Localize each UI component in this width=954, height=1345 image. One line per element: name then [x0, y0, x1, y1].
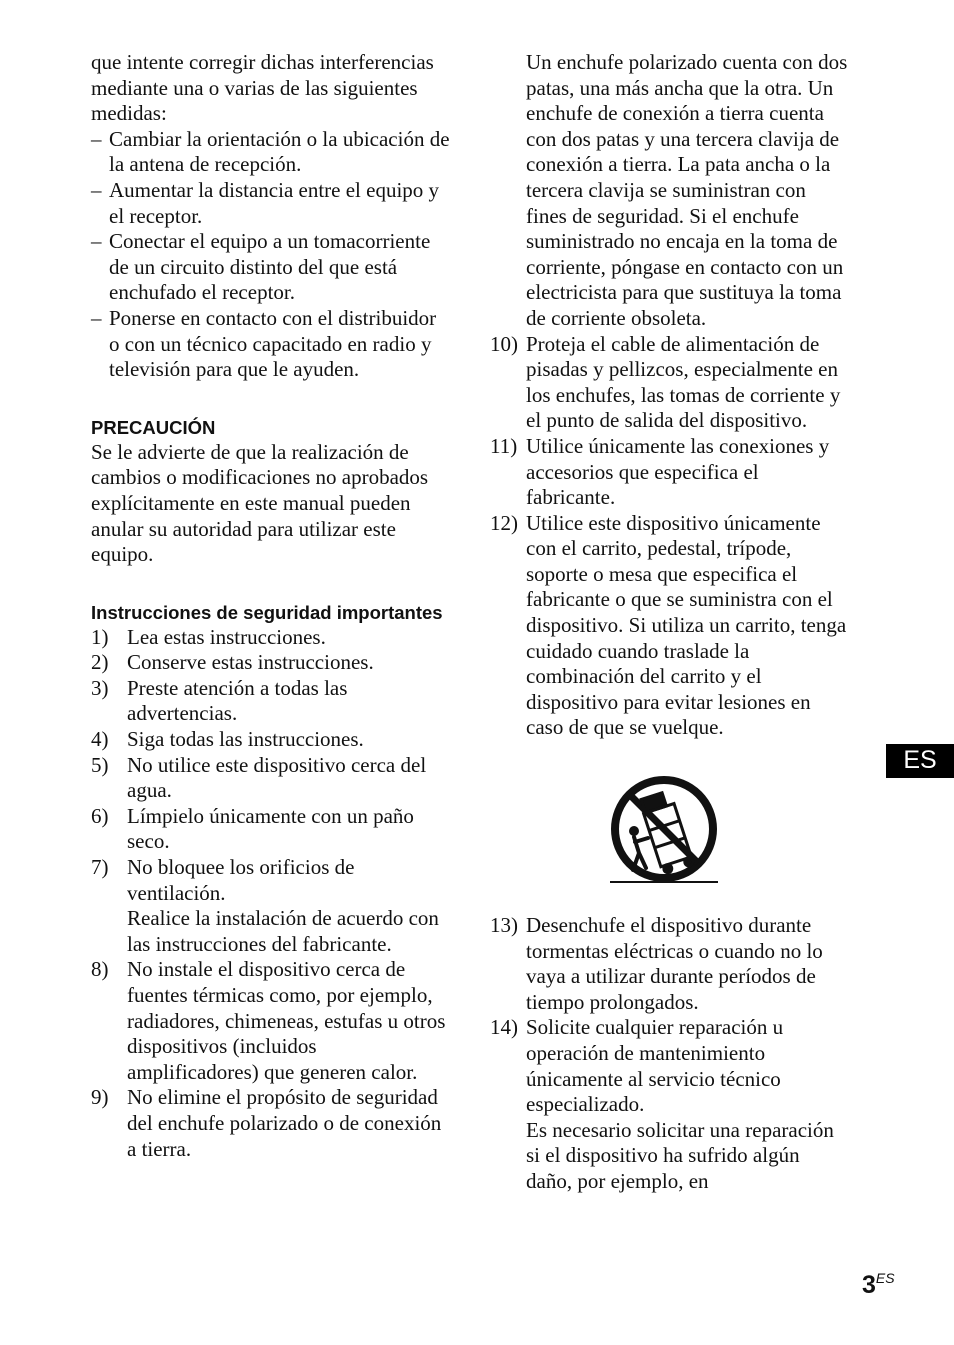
instruction-number: 8) — [91, 957, 109, 982]
instruction-text: Proteja el cable de alimentación de pisadas y pellizcos, especialmente en los enchufes, las tomas de corriente y el punto de salida del dispositivo. — [526, 331, 841, 433]
page-number — [862, 1266, 895, 1300]
page-number-value: 3 — [862, 1271, 876, 1299]
instruction-number: 7) — [91, 855, 109, 880]
caution-text: Se le advierte de que la realización de cambios o modificaciones no aprobados explícitamente en este manual pueden anular su autoridad para utilizar este equipo. — [91, 439, 429, 567]
instruction-item — [91, 625, 451, 651]
page-number-suffix: ES — [875, 1270, 895, 1286]
instructions-list — [91, 625, 451, 1162]
instruction-item — [91, 1085, 451, 1162]
instruction-number: 9) — [91, 1085, 109, 1110]
list-marker: – — [91, 229, 102, 254]
left-column — [91, 50, 451, 1162]
instruction-text: Utilice este dispositivo únicamente con el carrito, pedestal, trípode, soporte o mesa que especifica el fabricante o que se suministra con el dispositivo. Si utiliza un carrito, tenga cuidado cuando traslade la combinación del carrito y el dispositivo para evitar lesiones en caso de que se vuelque. — [526, 510, 847, 740]
instruction-number: 1) — [91, 624, 109, 649]
instruction-item — [490, 511, 850, 741]
instruction-number: 2) — [91, 650, 109, 675]
list-marker: – — [91, 305, 102, 330]
instruction-text: Realice la instalación de acuerdo con las instrucciones del fabricante. — [127, 906, 439, 956]
instruction-number: 5) — [91, 752, 109, 777]
instruction-text: Límpielo únicamente con un paño seco. — [127, 803, 414, 854]
continuation-text: Un enchufe polarizado cuenta con dos patas, una más ancha que la otra. Un enchufe de conexión a tierra cuenta con dos patas y una tercera clavija de conexión a tierra. La pata ancha o la tercera clavija se suministran con fines de seguridad. Si el enchufe suministrado no encaja en la toma de corriente, póngase en contacto con un electricista para que sustituya la toma de corriente obsoleta. — [526, 50, 848, 330]
instruction-number: 6) — [91, 803, 109, 828]
list-item — [91, 178, 451, 229]
instruction-number: 13) — [490, 913, 518, 938]
instruction-text: No utilice este dispositivo cerca del agua. — [127, 752, 427, 803]
caution-heading: PRECAUCIÓN — [91, 416, 216, 438]
list-marker: – — [91, 126, 102, 151]
instruction-item — [490, 913, 850, 1015]
cart-tip-over-warning-icon — [606, 776, 722, 888]
instruction-text: No instale el dispositivo cerca de fuentes térmicas como, por ejemplo, radiadores, chimeneas, estufas u otros dispositivos (incluidos amplificadores) que generen calor. — [127, 957, 446, 1084]
cart-warning-figure — [490, 771, 850, 891]
right-column — [490, 50, 850, 1195]
instruction-text: Utilice únicamente las conexiones y accesorios que especifica el fabricante. — [526, 433, 830, 510]
instruction-item — [490, 332, 850, 434]
instruction-item — [91, 727, 451, 753]
instruction-item — [490, 1015, 850, 1194]
instruction-text: Preste atención a todas las advertencias. — [127, 675, 348, 726]
continuation-block — [490, 50, 850, 332]
list-item — [91, 229, 451, 306]
instruction-number: 10) — [490, 331, 518, 356]
language-tab: ES — [886, 744, 954, 778]
instruction-text: Siga todas las instrucciones. — [127, 727, 364, 752]
instruction-text: Conserve estas instrucciones. — [127, 650, 374, 675]
instruction-item — [91, 676, 451, 727]
instruction-item — [490, 434, 850, 511]
instruction-number: 4) — [91, 727, 109, 752]
instruction-text: Lea estas instrucciones. — [127, 624, 326, 649]
instruction-number: 3) — [91, 675, 109, 700]
instruction-item — [91, 957, 451, 1085]
list-item-text: Conectar el equipo a un tomacorriente de un circuito distinto del que está enchufado el receptor. — [109, 229, 431, 305]
list-item-text: Aumentar la distancia entre el equipo y el receptor. — [109, 177, 440, 228]
list-marker: – — [91, 177, 102, 202]
measures-list — [91, 127, 451, 383]
instruction-text: No elimine el propósito de seguridad del enchufe polarizado o de conexión a tierra. — [127, 1085, 442, 1161]
instruction-item — [91, 855, 451, 957]
instruction-number: 14) — [490, 1015, 518, 1040]
list-item-text: Ponerse en contacto con el distribuidor o con un técnico capacitado en radio y televisión para que le ayuden. — [109, 305, 437, 382]
instruction-text: Desenchufe el dispositivo durante tormentas eléctricas o cuando no lo vaya a utilizar durante períodos de tiempo prolongados. — [526, 913, 823, 1014]
safety-heading: Instrucciones de seguridad importantes — [91, 601, 443, 623]
instruction-text: Solicite cualquier reparación u operación de mantenimiento únicamente al servicio técnico especializado. — [526, 1015, 784, 1117]
list-item-text: Cambiar la orientación o la ubicación de la antena de recepción. — [109, 126, 450, 177]
list-item — [91, 127, 451, 178]
instruction-item — [91, 650, 451, 676]
instruction-number: 11) — [490, 433, 518, 458]
intro-text: que intente corregir dichas interferencias mediante una o varias de las siguientes medidas: — [91, 50, 434, 126]
instruction-number: 12) — [490, 510, 518, 535]
instruction-item — [91, 753, 451, 804]
instruction-text: Es necesario solicitar una reparación si el dispositivo ha sufrido algún daño, por ejemplo, en — [526, 1117, 834, 1193]
instruction-item — [91, 804, 451, 855]
instruction-text: No bloquee los orificios de ventilación. — [127, 855, 355, 905]
list-item — [91, 306, 451, 383]
